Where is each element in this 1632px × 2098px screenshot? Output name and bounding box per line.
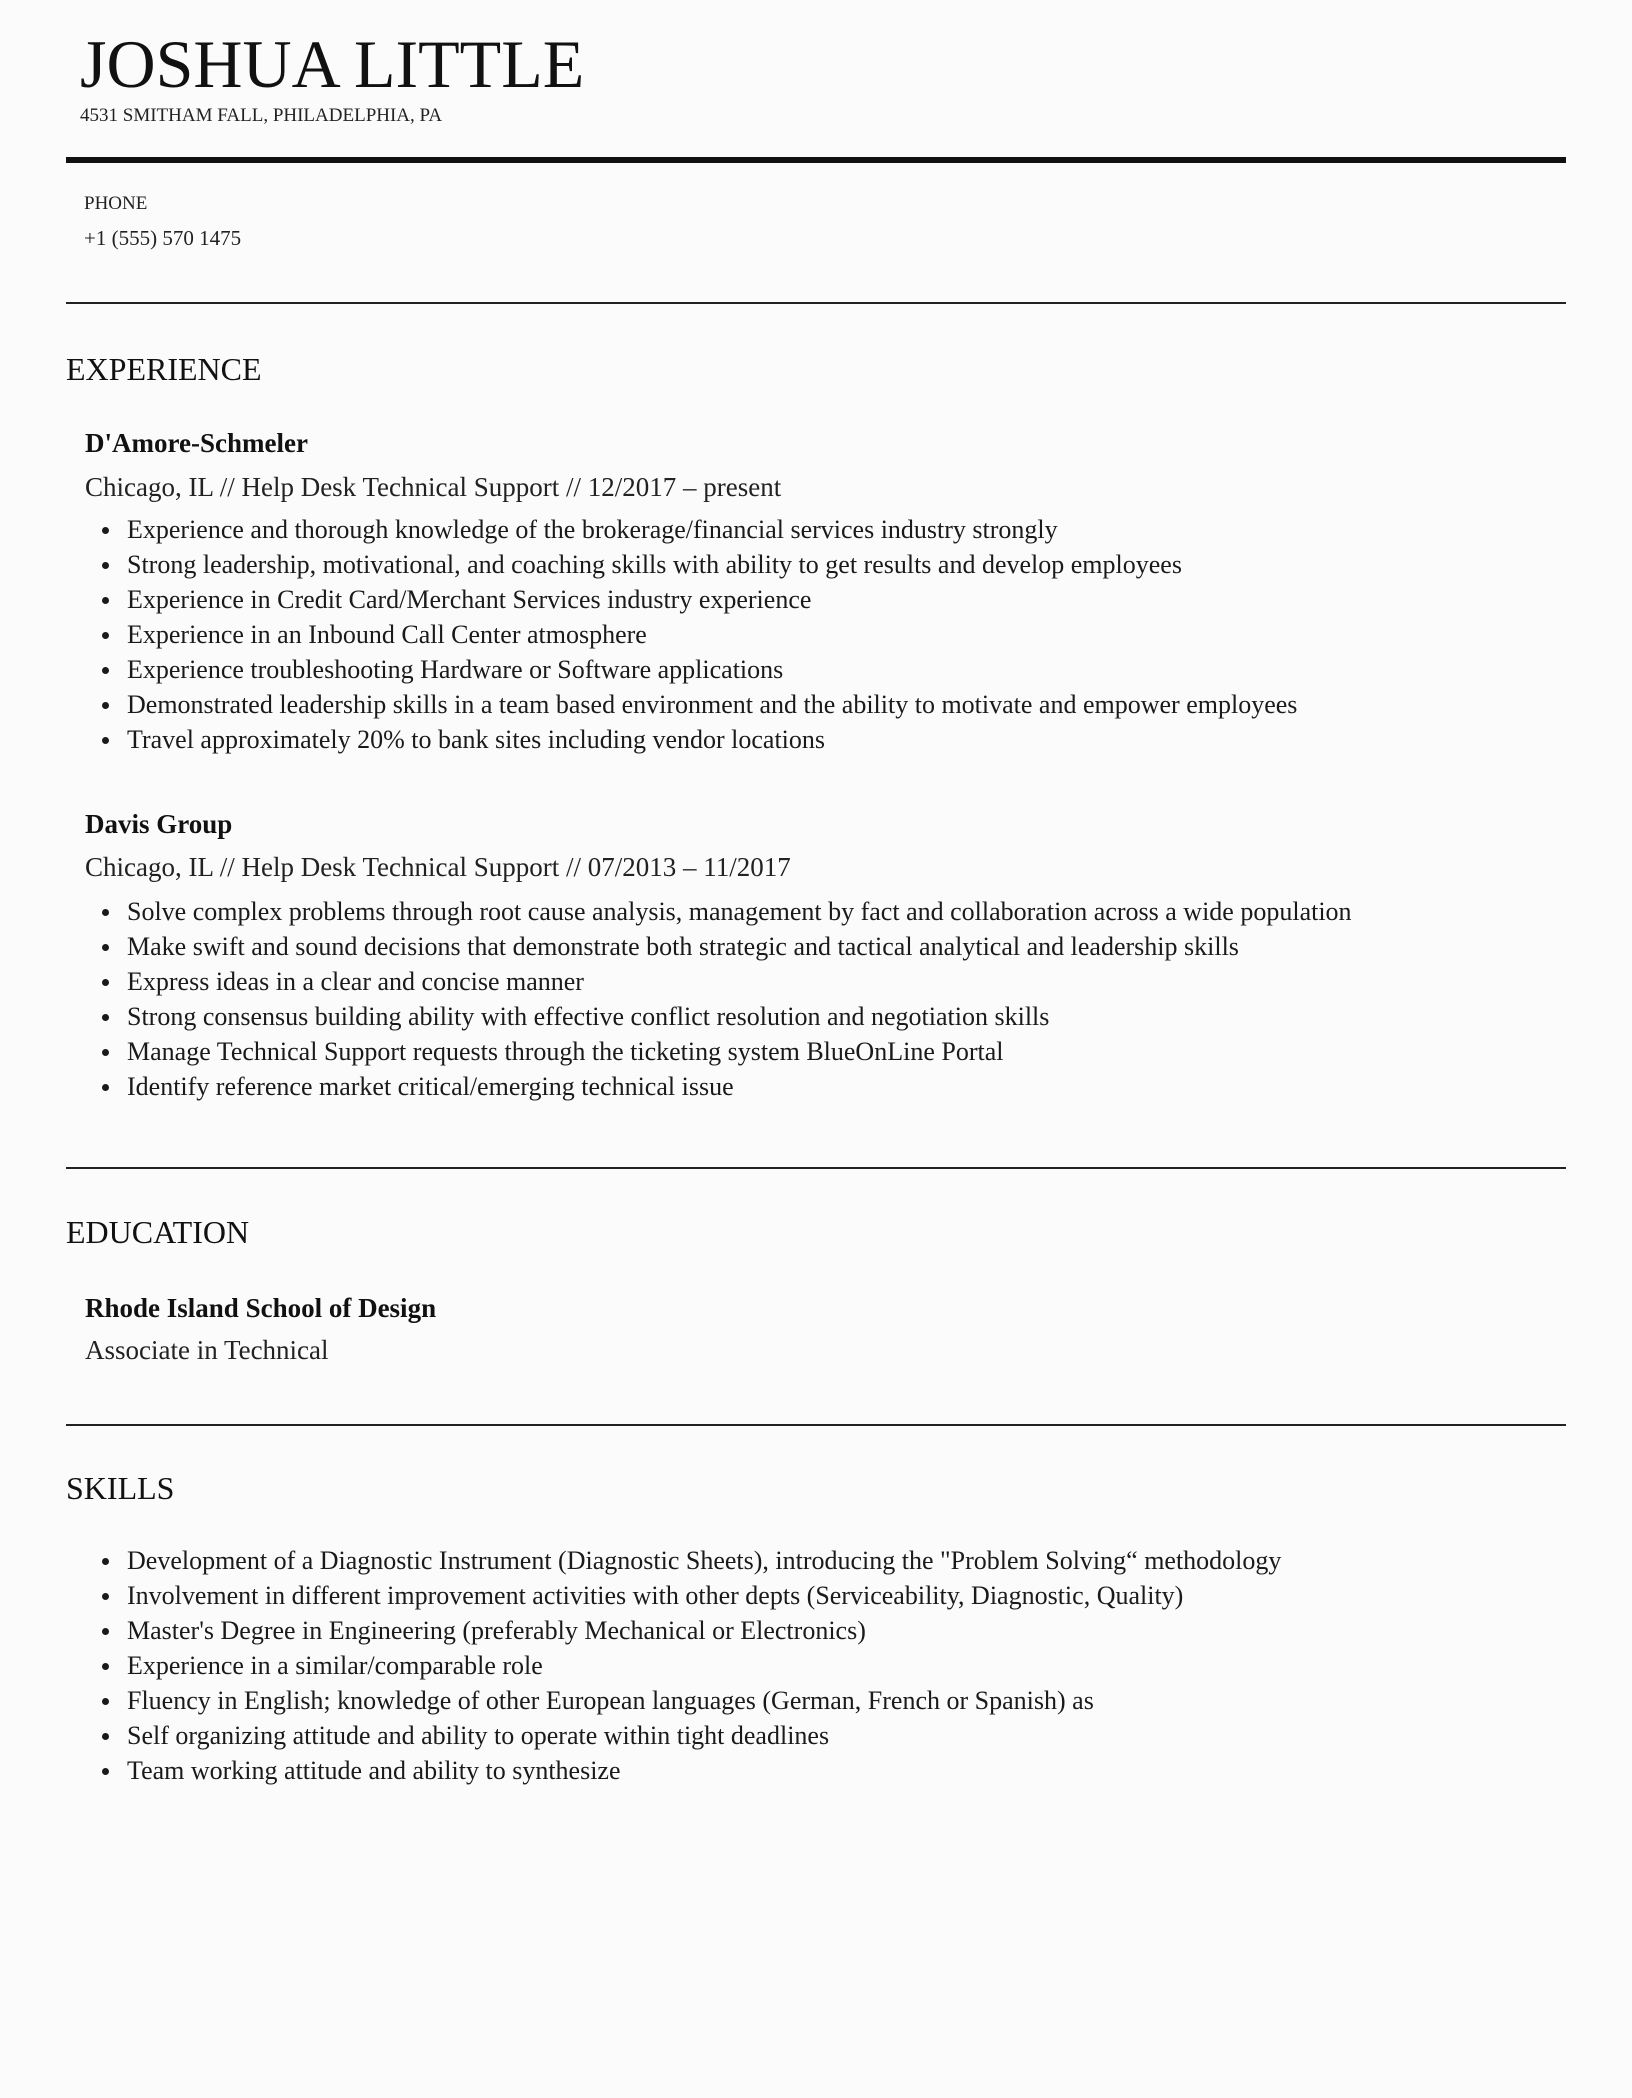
degree-name: Associate in Technical bbox=[85, 1335, 329, 1365]
section-divider bbox=[66, 1424, 1566, 1426]
list-item: Travel approximately 20% to bank sites including vendor locations bbox=[0, 722, 1297, 757]
list-item: Self organizing attitude and ability to operate within tight deadlines bbox=[0, 1718, 1281, 1753]
job-meta: Chicago, IL // Help Desk Technical Support // 07/2013 – 11/2017 bbox=[85, 852, 791, 882]
job-company: D'Amore-Schmeler bbox=[85, 428, 308, 458]
list-item: Strong leadership, motivational, and coaching skills with ability to get results and develop employees bbox=[0, 547, 1297, 582]
section-divider bbox=[66, 1167, 1566, 1169]
skills-bullet-list bbox=[0, 1543, 1281, 1788]
list-item: Master's Degree in Engineering (preferably Mechanical or Electronics) bbox=[0, 1613, 1281, 1648]
experience-heading: EXPERIENCE bbox=[66, 351, 262, 387]
list-item: Experience and thorough knowledge of the brokerage/financial services industry strongly bbox=[0, 512, 1297, 547]
phone-value: +1 (555) 570 1475 bbox=[84, 226, 242, 250]
list-item: Experience in a similar/comparable role bbox=[0, 1648, 1281, 1683]
section-divider bbox=[66, 302, 1566, 304]
list-item: Manage Technical Support requests through the ticketing system BlueOnLine Portal bbox=[0, 1034, 1352, 1069]
job-company: Davis Group bbox=[85, 809, 233, 839]
list-item: Solve complex problems through root cause analysis, management by fact and collaboration across a wide population bbox=[0, 894, 1352, 929]
education-heading: EDUCATION bbox=[66, 1214, 250, 1250]
job-bullet-list bbox=[0, 512, 1297, 757]
list-item: Involvement in different improvement activities with other depts (Serviceability, Diagnostic, Quality) bbox=[0, 1578, 1281, 1613]
phone-label: PHONE bbox=[84, 193, 148, 214]
list-item: Express ideas in a clear and concise manner bbox=[0, 964, 1352, 999]
candidate-address: 4531 SMITHAM FALL, PHILADELPHIA, PA bbox=[80, 105, 443, 126]
list-item: Team working attitude and ability to synthesize bbox=[0, 1753, 1281, 1788]
list-item: Experience troubleshooting Hardware or Software applications bbox=[0, 652, 1297, 687]
school-name: Rhode Island School of Design bbox=[85, 1293, 437, 1323]
job-bullet-list bbox=[0, 894, 1352, 1104]
list-item: Experience in Credit Card/Merchant Services industry experience bbox=[0, 582, 1297, 617]
list-item: Make swift and sound decisions that demonstrate both strategic and tactical analytical and leadership skills bbox=[0, 929, 1352, 964]
list-item: Strong consensus building ability with effective conflict resolution and negotiation skills bbox=[0, 999, 1352, 1034]
header-divider bbox=[66, 157, 1566, 163]
list-item: Demonstrated leadership skills in a team based environment and the ability to motivate and empower employees bbox=[0, 687, 1297, 722]
list-item: Identify reference market critical/emerging technical issue bbox=[0, 1069, 1352, 1104]
job-meta: Chicago, IL // Help Desk Technical Support // 12/2017 – present bbox=[85, 472, 782, 502]
list-item: Fluency in English; knowledge of other European languages (German, French or Spanish) as bbox=[0, 1683, 1281, 1718]
skills-heading: SKILLS bbox=[66, 1470, 175, 1506]
list-item: Experience in an Inbound Call Center atmosphere bbox=[0, 617, 1297, 652]
candidate-name: JOSHUA LITTLE bbox=[80, 26, 585, 102]
list-item: Development of a Diagnostic Instrument (Diagnostic Sheets), introducing the "Problem Solving“ methodology bbox=[0, 1543, 1281, 1578]
